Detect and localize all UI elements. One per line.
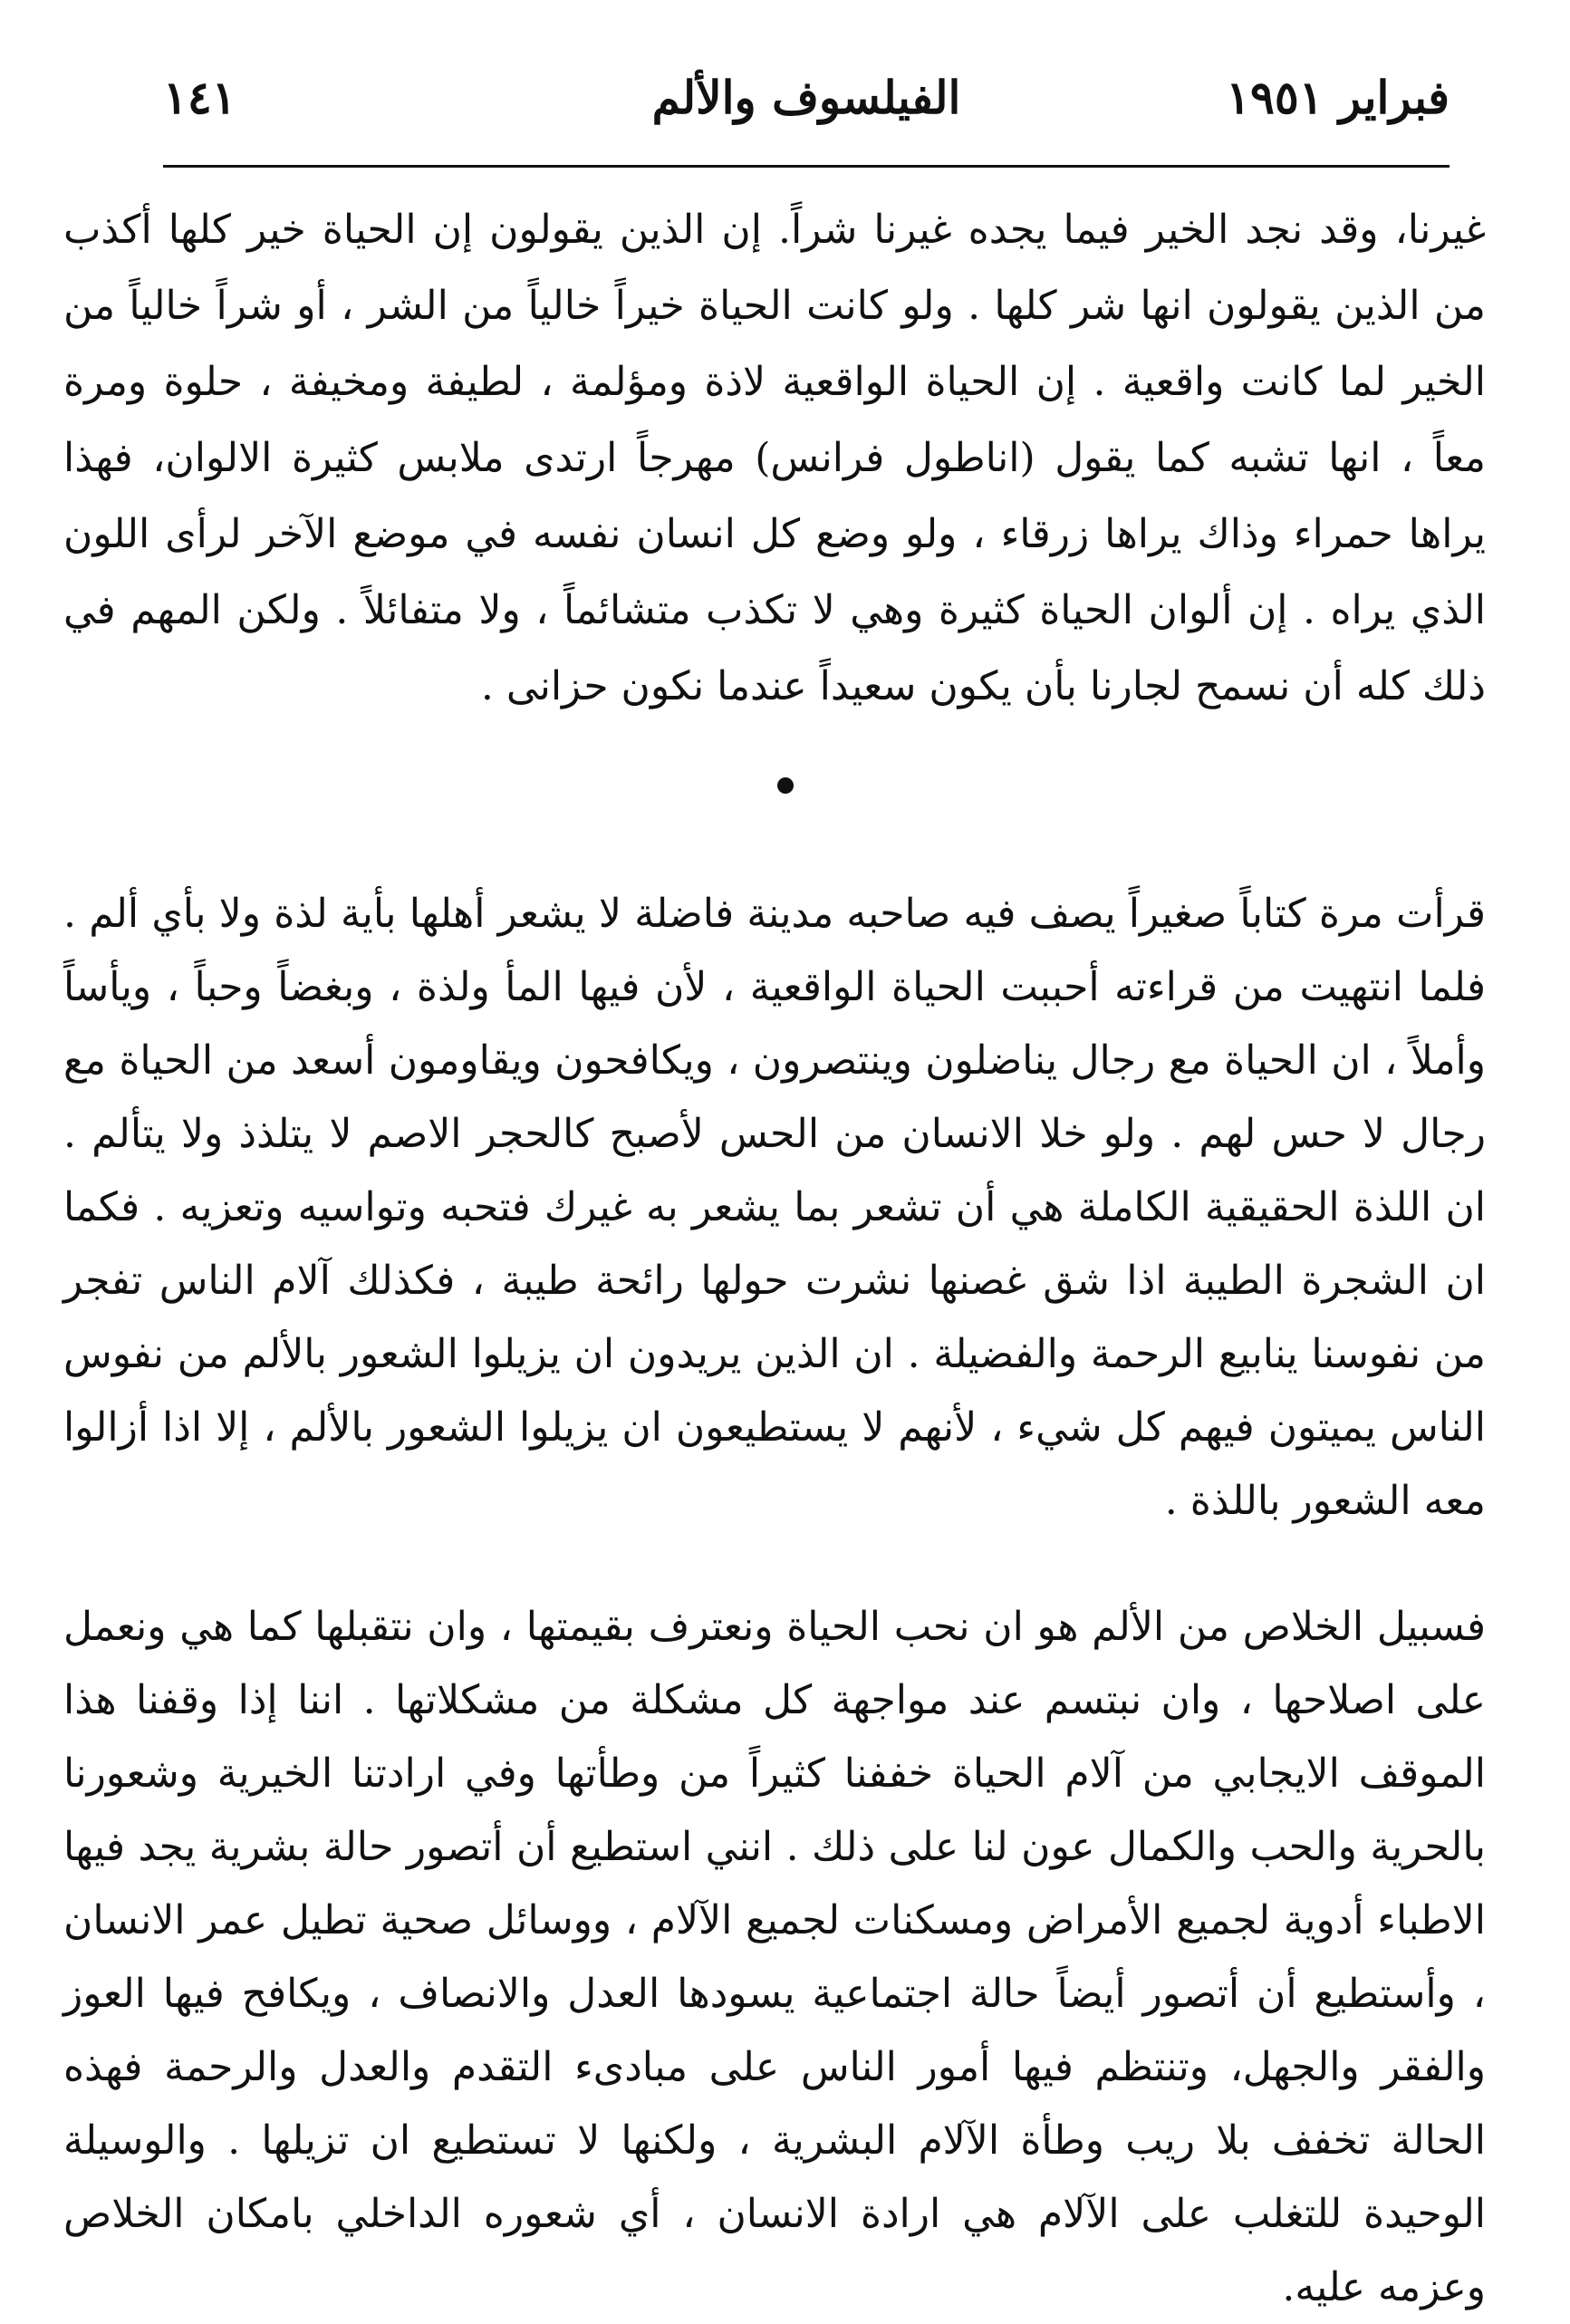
paragraph-1: غيرنا، وقد نجد الخير فيما يجده غيرنا شراً. إن الذين يقولون إن الحياة خير كلها أكذب من الذين يقولون انها شر كلها . ولو كانت الحياة خيراً خالياً من الشر ، أو شراً خالياً من الخير لما كانت واقعية . إن الحياة الواقعية لاذة ومؤلمة ، لطيفة ومخيفة ، حلوة ومرة معاً ، انها تشبه كما يقول (اناطول فرانس) مهرجاً ارتدى ملابس كثيرة الالوان، فهذا يراها حمراء وذاك يراها زرقاء ، ولو وضع كل انسان نفسه في موضع الآخر لرأى اللون الذي يراه . إن ألوان الحياة كثيرة وهي لا تكذب متشائماً ، ولا متفائلاً . ولكن المهم في ذلك كله أن نسمح لجارنا بأن يكون سعيداً عندما نكون حزانى . [63, 207, 1486, 709]
paragraph-3: فسبيل الخلاص من الألم هو ان نحب الحياة ونعترف بقيمتها ، وان نتقبلها كما هي ونعمل على اصلاحها ، وان نبتسم عند مواجهة كل مشكلة من مشكلاتها . اننا إذا وقفنا هذا الموقف الايجابي من آلام الحياة خففنا كثيراً من وطأتها وفي ارادتنا الخيرية وشعورنا بالحرية والحب والكمال عون لنا على ذلك . انني استطيع أن أتصور حالة بشرية يجد فيها الاطباء أدوية لجميع الأمراض ومسكنات لجميع الآلام ، ووسائل صحية تطيل عمر الانسان ، وأستطيع أن أتصور أيضاً حالة اجتماعية يسودها العدل والانصاف ، ويكافح فيها العوز والفقر والجهل، وتنتظم فيها أمور الناس على مبادىء التقدم والعدل والرحمة فهذه الحالة تخفف بلا ريب وطأة الآلام البشرية ، ولكنها لا تستطيع ان تزيلها . والوسيلة الوحيدة للتغلب على الآلام هي ارادة الانسان ، أي شعوره الداخلي بامكان الخلاص وعزمه عليه. [63, 1604, 1486, 2310]
header-date: فبراير ١٩٥١ [1226, 71, 1450, 124]
page-number: ١٤١ [163, 71, 236, 124]
running-header [163, 71, 1450, 152]
header-title: الفيلسوف والألم [651, 71, 961, 124]
section-separator [777, 777, 794, 794]
header-rule [163, 165, 1450, 168]
paragraph-2: قرأت مرة كتاباً صغيراً يصف فيه صاحبه مدينة فاضلة لا يشعر أهلها بأية لذة ولا بأي ألم . فلما انتهيت من قراءته أحببت الحياة الواقعية ، لأن فيها المأ ولذة ، وبغضاً وحباً ، ويأساً وأملاً ، ان الحياة مع رجال يناضلون وينتصرون ، ويكافحون ويقاومون أسعد من الحياة مع رجال لا حس لهم . ولو خلا الانسان من الحس لأصبح كالحجر الاصم لا يتلذذ ولا يتألم . ان اللذة الحقيقية الكاملة هي أن تشعر بما يشعر به غيرك فتحبه وتواسيه وتعزيه . فكما ان الشجرة الطيبة اذا شق غصنها نشرت حولها رائحة طيبة ، فكذلك آلام الناس تفجر من نفوسنا ينابيع الرحمة والفضيلة . ان الذين يريدون ان يزيلوا الشعور بالألم من نفوس الناس يميتون فيهم كل شيء ، لأنهم لا يستطيعون ان يزيلوا الشعور بالألم ، إلا اذا أزالوا معه الشعور باللذة . [63, 891, 1486, 1524]
